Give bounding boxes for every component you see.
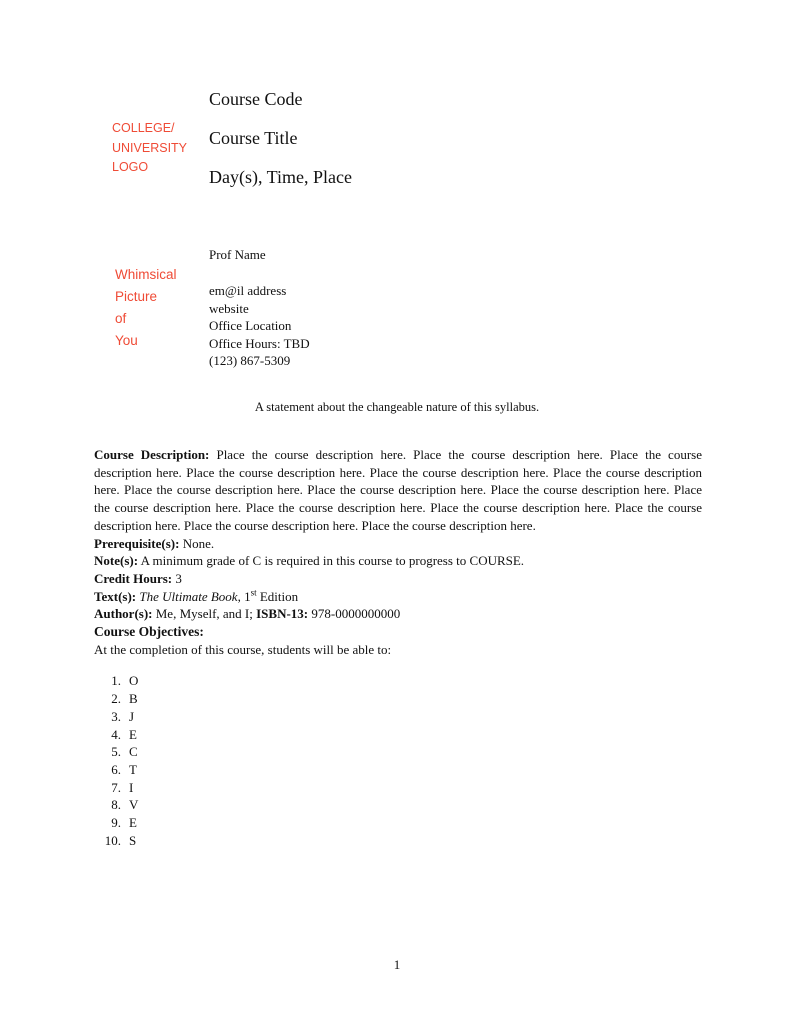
objective-number: 1. [111,673,121,689]
website: website [209,300,249,316]
textbook-edition-ordinal: st [250,587,257,598]
objective-text: V [129,797,139,813]
isbn-label: ISBN-13: [256,606,309,622]
credit-hours-value: 3 [175,570,182,586]
syllabus-body [94,446,702,849]
objective-text: T [129,761,137,777]
course-description-text: Place the course description here. Place the course description here. Place the course description here. Place the course description here. Place the course description here. Place the course description here. Place the course description here. Place the course description here. Place the course description here. Place the course description here. Place the course description here. Place the course description here. Place the course description here. Place the course description here. Place the course description here. [94,447,702,533]
photo-text-line: Whimsical [115,267,177,282]
textbook-title: The Ultimate Book [139,588,238,604]
logo-text-line: COLLEGE/ [112,121,175,135]
objective-text: E [129,726,137,742]
objective-text: J [129,708,135,724]
objective-text: E [129,815,137,831]
objective-number: 3. [111,708,121,724]
syllabus-change-notice: A statement about the changeable nature of this syllabus. [254,400,540,414]
objective-text: I [129,779,134,795]
objective-text: C [129,744,138,760]
objective-number: 7. [111,779,121,795]
textbook-edition-suffix: Edition [256,588,299,604]
logo-text-line: UNIVERSITY [112,140,188,155]
objective-text: S [129,832,137,848]
objective-item [94,796,702,814]
course-description-paragraph [94,446,702,535]
notes-label: Note(s): [94,553,139,569]
authors-label: Author(s): [94,606,153,622]
textbook-label: Text(s): [94,588,137,604]
professor-name: Prof Name [209,247,266,262]
textbook-edition-prefix: , 1 [237,588,251,604]
course-objectives-heading [94,623,702,641]
instructor-photo-placeholder [115,264,177,352]
prerequisites-label: Prerequisite(s): [94,535,180,551]
objective-number: 6. [111,761,121,777]
objective-item [94,814,702,832]
prerequisites-value: None. [182,535,215,551]
objectives-list [94,672,702,849]
course-code-heading: Course Code [209,89,303,109]
photo-text-line: You [115,333,138,348]
authors-line [94,605,702,623]
objective-item [94,672,702,690]
notes-value: A minimum grade of C is required in this course to progress to COURSE. [140,553,525,569]
isbn-value: 978-0000000000 [311,606,401,622]
credit-hours-line [94,570,702,588]
objective-item [94,779,702,797]
authors-value: Me, Myself, and I; [155,606,253,622]
logo-text-line: LOGO [112,160,149,174]
course-objectives-heading-text: Course Objectives: [94,624,204,640]
university-logo-placeholder [112,119,187,178]
course-objectives-intro: At the completion of this course, students will be able to: [94,641,392,657]
office-location: Office Location [209,318,292,334]
objective-text: O [129,673,139,689]
office-hours: Office Hours: TBD [209,335,310,351]
objective-number: 8. [111,797,121,813]
objective-item [94,726,702,744]
objective-text: B [129,691,138,707]
email-address: em@il address [209,283,287,298]
instructor-contact-info [209,282,310,370]
course-schedule-heading: Day(s), Time, Place [209,167,352,187]
objective-item [94,761,702,779]
textbook-line [94,588,702,606]
objective-number: 5. [111,744,121,760]
objective-item [94,743,702,761]
course-description-label: Course Description: [94,447,210,462]
objective-item [94,690,702,708]
objective-number: 9. [111,815,121,831]
objective-item [94,708,702,726]
course-title-heading: Course Title [209,128,298,148]
photo-text-line: of [115,311,127,326]
objective-number: 10. [104,832,121,848]
phone-number: (123) 867-5309 [209,353,291,369]
credit-hours-label: Credit Hours: [94,570,173,586]
page-number: 1 [393,957,401,972]
notes-line [94,552,702,570]
objective-item [94,832,702,850]
objective-number: 4. [111,726,121,742]
photo-text-line: Picture [115,289,158,304]
prerequisites-line [94,535,702,553]
objective-number: 2. [111,691,121,707]
